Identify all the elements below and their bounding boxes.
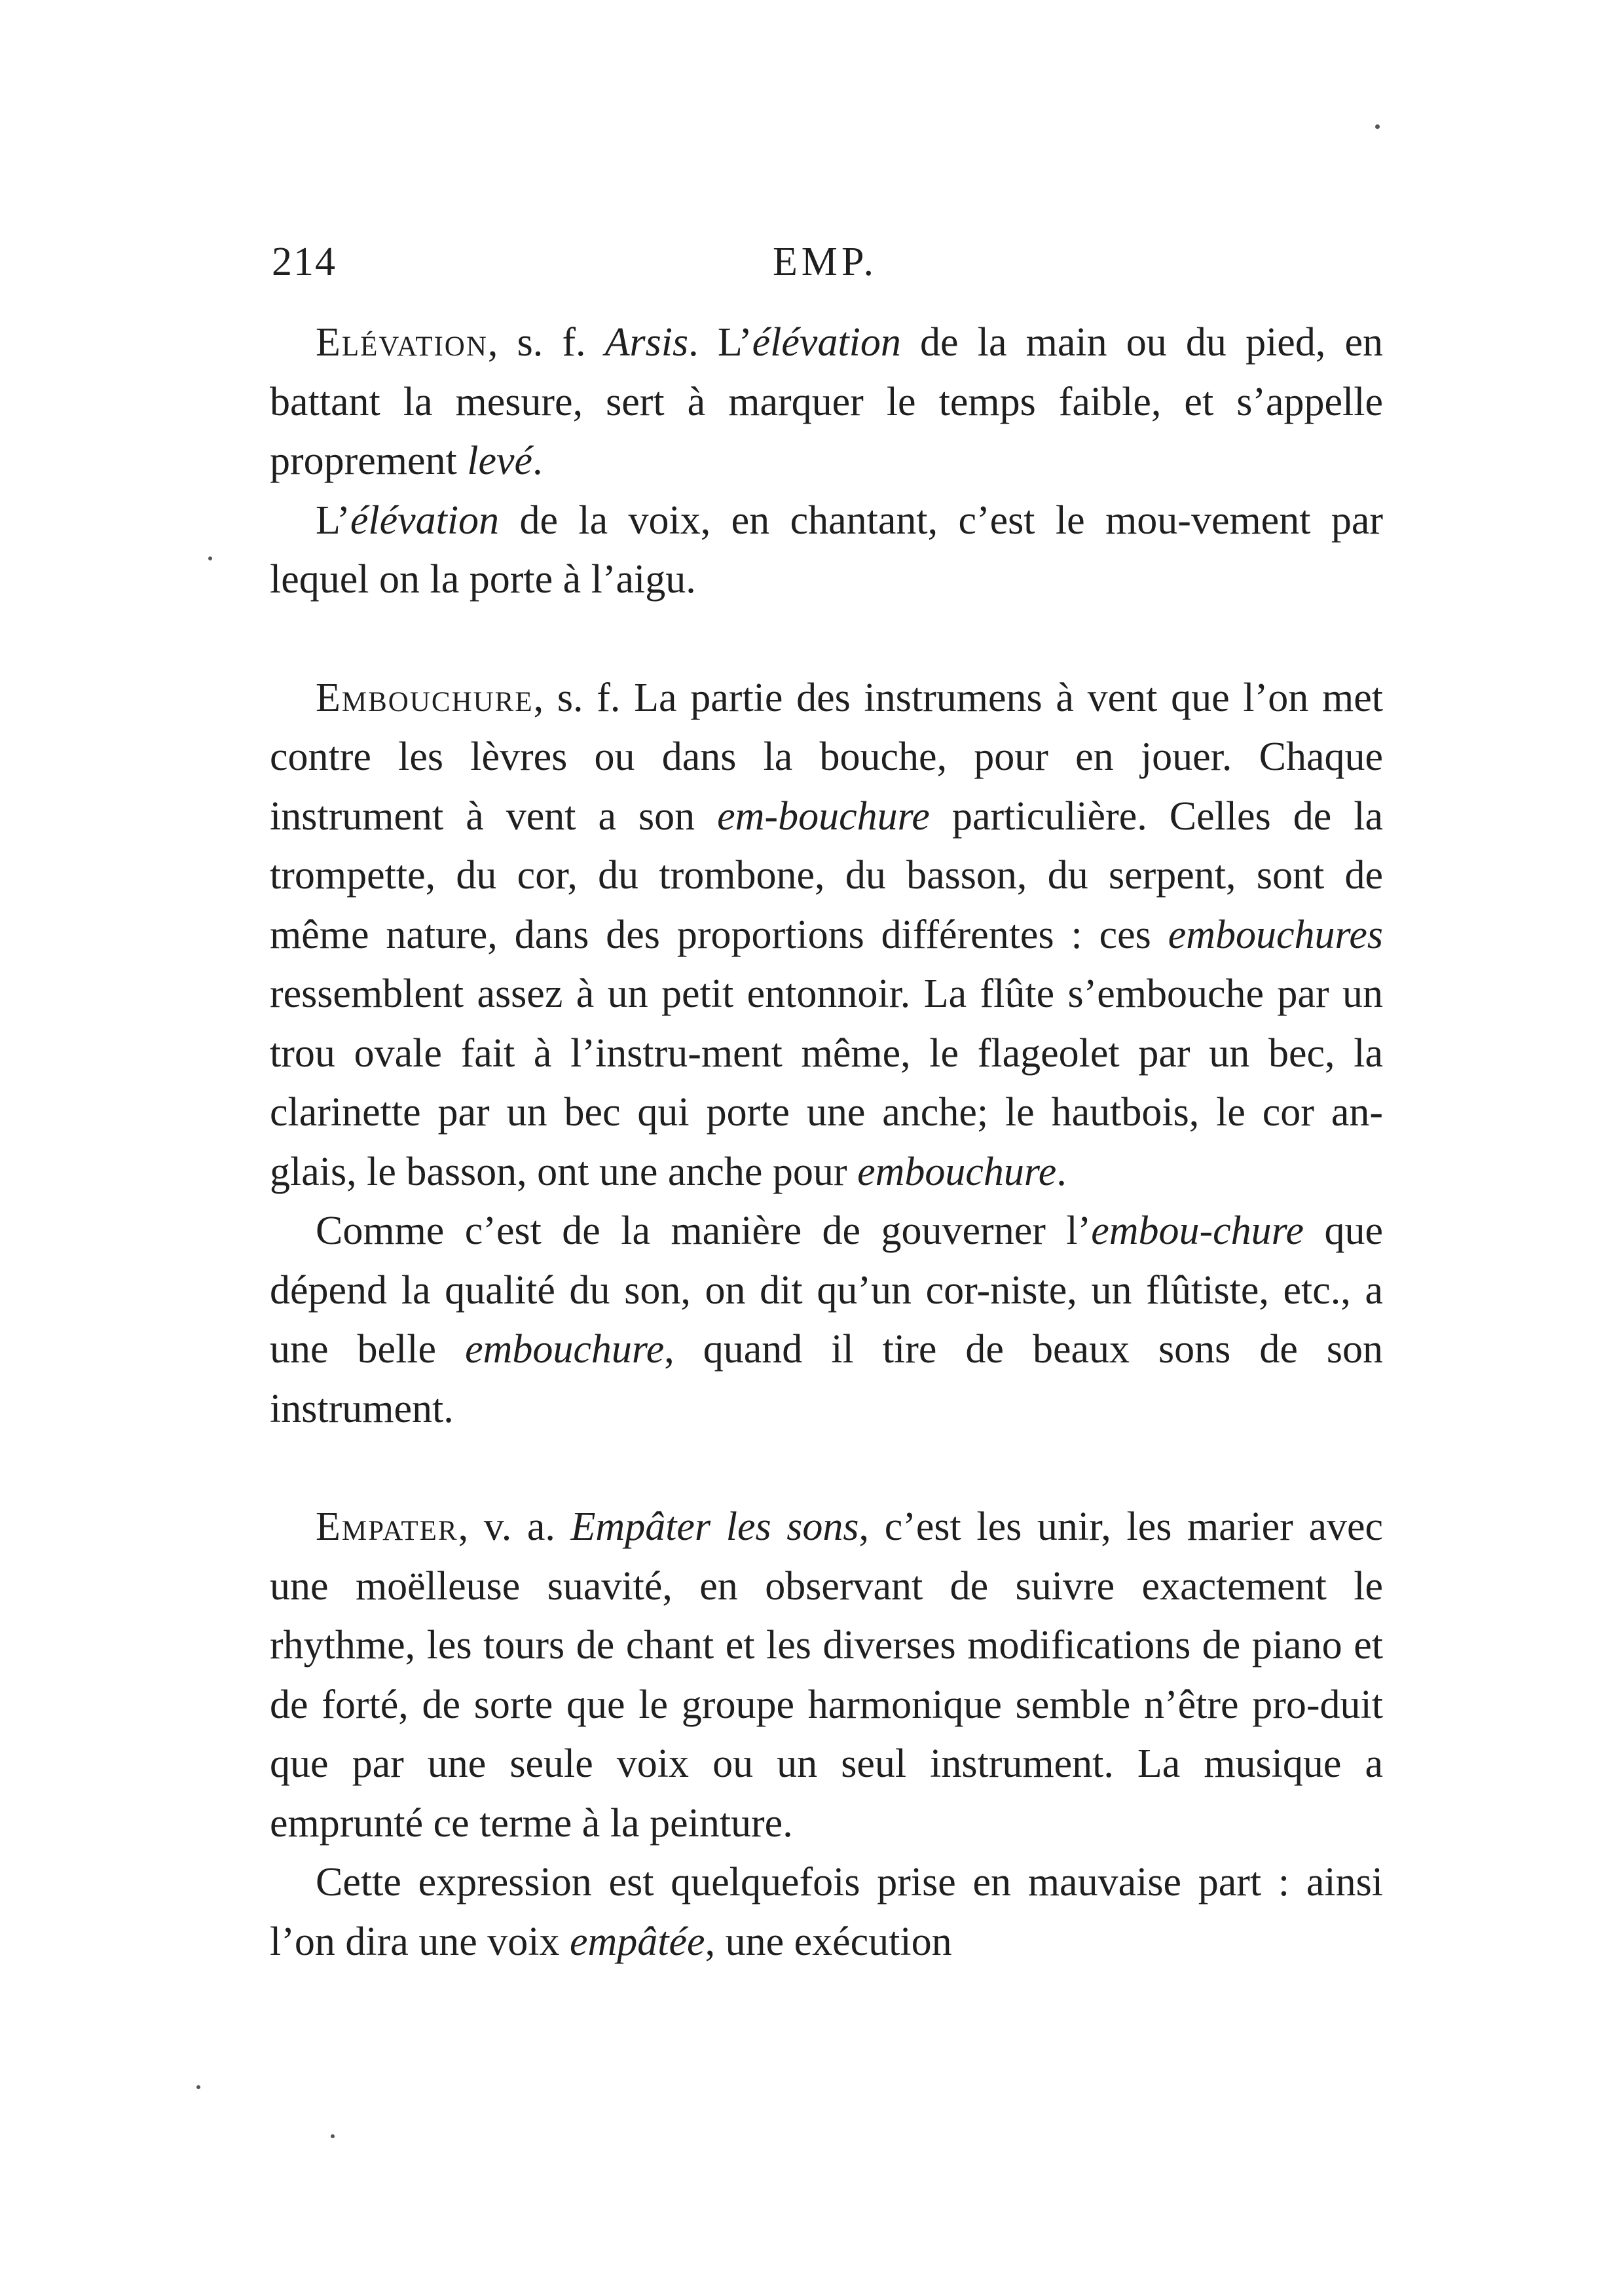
grammar-note: , s. f.	[533, 675, 635, 720]
body-text: Cette expression est quelquefois prise en mauvaise part : ainsi l’on dira une voix	[270, 1860, 1383, 1964]
grammar-note: , s. f.	[487, 320, 605, 365]
italic-text: élévation	[752, 320, 901, 365]
entry-elevation	[270, 313, 1383, 610]
body-text: , quand il tire de beaux sons de son instrument.	[270, 1327, 1383, 1431]
print-speck	[1375, 124, 1380, 129]
dictionary-text	[270, 313, 1383, 1971]
body-text: , c’est les unir, les marier avec une moëlleuse suavité, en observant de suivre exactement le rhythme, les tours de chant et les diverses modifications de piano et de forté, de sorte que le groupe harmonique semble n’être pro-duit que par une seule voix ou un seul instrument. La musique a emprunté ce terme à la peinture.	[270, 1504, 1383, 1846]
italic-text: embou-chure	[1091, 1209, 1304, 1253]
italic-text: empâtée	[570, 1919, 705, 1964]
page-number: 214	[272, 240, 337, 284]
paragraph	[270, 668, 1383, 1202]
body-text: de la main ou du pied, en battant la mesure, sert à marquer le temps faible, et s’appelle proprement	[270, 320, 1384, 483]
body-text: que dépend la qualité du son, on dit qu’un cor-niste, un flûtiste, etc., a une belle	[270, 1209, 1383, 1372]
italic-text: levé	[467, 439, 533, 483]
body-text: La partie des instrumens à vent que l’on met contre les lèvres ou dans la bouche, pour en jouer. Chaque instrument à vent a son	[270, 675, 1383, 839]
entry-empater	[270, 1497, 1383, 1971]
italic-text: embouchure	[857, 1149, 1057, 1194]
body-text: .	[1056, 1149, 1067, 1194]
running-title: EMP.	[772, 240, 878, 284]
paragraph	[270, 1853, 1383, 1971]
running-head	[272, 232, 1378, 291]
body-text: de la voix, en chantant, c’est le mou-vement par lequel on la porte à l’aigu.	[270, 498, 1383, 602]
grammar-note: , v. a.	[458, 1504, 571, 1549]
paragraph	[270, 1201, 1383, 1438]
body-text: particulière. Celles de la trompette, du cor, du trombone, du basson, du serpent, sont de même nature, dans des proportions différentes : ces	[270, 793, 1383, 957]
italic-text: élévation	[350, 498, 500, 543]
print-speck	[331, 2134, 335, 2138]
italic-text: Empâter les sons	[570, 1504, 859, 1549]
paragraph	[270, 313, 1383, 491]
body-text: ressemblent assez à un petit entonnoir. La flûte s’embouche par un trou ovale fait à l’instru-ment même, le flageolet par un bec, la clarinette par un bec qui porte une anche; le hautbois, le cor an-glais, le basson, ont une anche pour	[270, 972, 1383, 1194]
italic-text: Arsis	[604, 320, 689, 365]
entry-embouchure	[270, 668, 1383, 1439]
paragraph	[270, 1497, 1383, 1853]
headword: Empater	[316, 1504, 458, 1549]
body-text: Comme c’est de la manière de gouverner l’	[316, 1209, 1092, 1253]
body-text: . L’	[688, 320, 752, 365]
headword: Embouchure	[316, 675, 534, 720]
body-text: L’	[316, 498, 350, 543]
paragraph	[270, 491, 1383, 610]
headword: Elévation	[316, 320, 488, 365]
italic-text: em-bouchure	[717, 793, 930, 839]
italic-text: embouchure	[465, 1327, 665, 1372]
print-speck	[196, 2085, 200, 2089]
body-text: , une exécution	[705, 1919, 952, 1964]
body-text: .	[532, 439, 543, 483]
italic-text: embouchures	[1168, 912, 1383, 957]
print-speck	[208, 556, 212, 560]
